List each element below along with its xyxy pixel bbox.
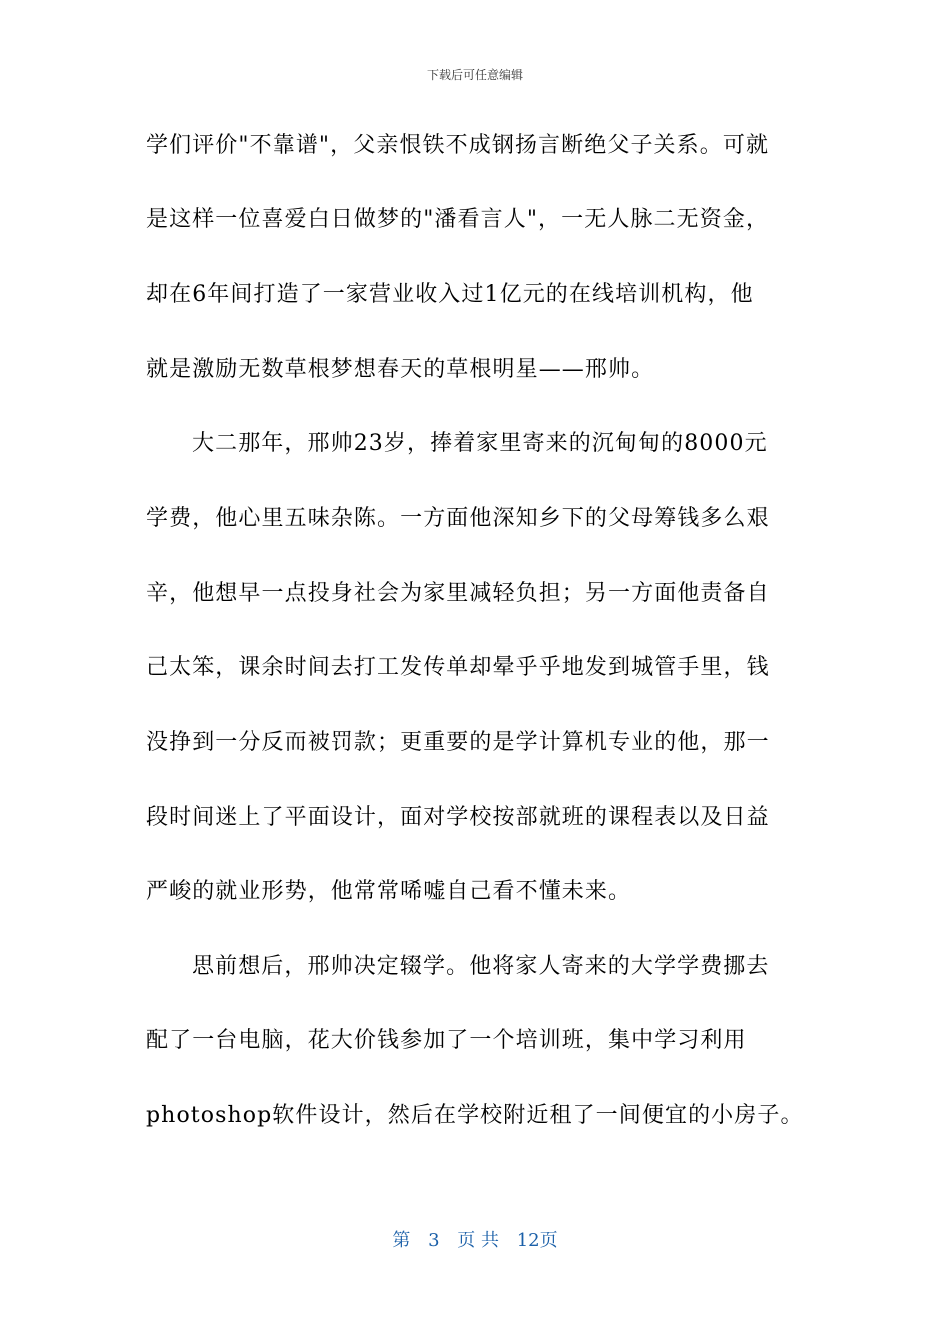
text-line: photoshop软件设计，然后在学校附近租了一间便宜的小房子。 [146, 1103, 804, 1128]
text-line: 却在6年间打造了一家营业收入过1亿元的在线培训机构，他 [146, 282, 754, 307]
page-number-prefix: 第 [392, 1230, 411, 1251]
text-line: 就是激励无数草根梦想春天的草根明星——邢帅。 [146, 357, 655, 382]
text-line: 己太笨，课余时间去打工发传单却晕乎乎地发到城管手里，钱 [146, 655, 770, 680]
text-line: 配了一台电脑，花大价钱参加了一个培训班，集中学习利用 [146, 1028, 747, 1053]
text-line: 是这样一位喜爱白日做梦的"潘看言人"，一无人脉二无资金， [146, 207, 770, 232]
text-line: 学们评价"不靠谱"，父亲恨铁不成钢扬言断绝父子关系。可就 [146, 133, 770, 158]
text-line: 辛，他想早一点投身社会为家里减轻负担；另一方面他责备自 [146, 581, 770, 606]
total-pages: 12页 [516, 1230, 558, 1251]
paragraph-start-line: 大二那年，邢帅23岁，捧着家里寄来的沉甸甸的8000元 [192, 431, 768, 456]
page-footer [0, 1226, 950, 1252]
text-line: 段时间迷上了平面设计，面对学校按部就班的课程表以及日益 [146, 805, 770, 830]
text-line: 学费，他心里五味杂陈。一方面他深知乡下的父母筹钱多么艰 [146, 506, 770, 531]
header-note: 下载后可任意编辑 [426, 68, 523, 82]
paragraph-start-line: 思前想后，邢帅决定辍学。他将家人寄来的大学学费挪去 [192, 954, 770, 979]
page-number-middle: 页 共 [457, 1230, 499, 1251]
text-line: 没挣到一分反而被罚款；更重要的是学计算机专业的他，那一 [146, 730, 770, 755]
text-line: 严峻的就业形势，他常常唏嘘自己看不懂未来。 [146, 879, 632, 904]
current-page-number: 3 [428, 1230, 440, 1251]
